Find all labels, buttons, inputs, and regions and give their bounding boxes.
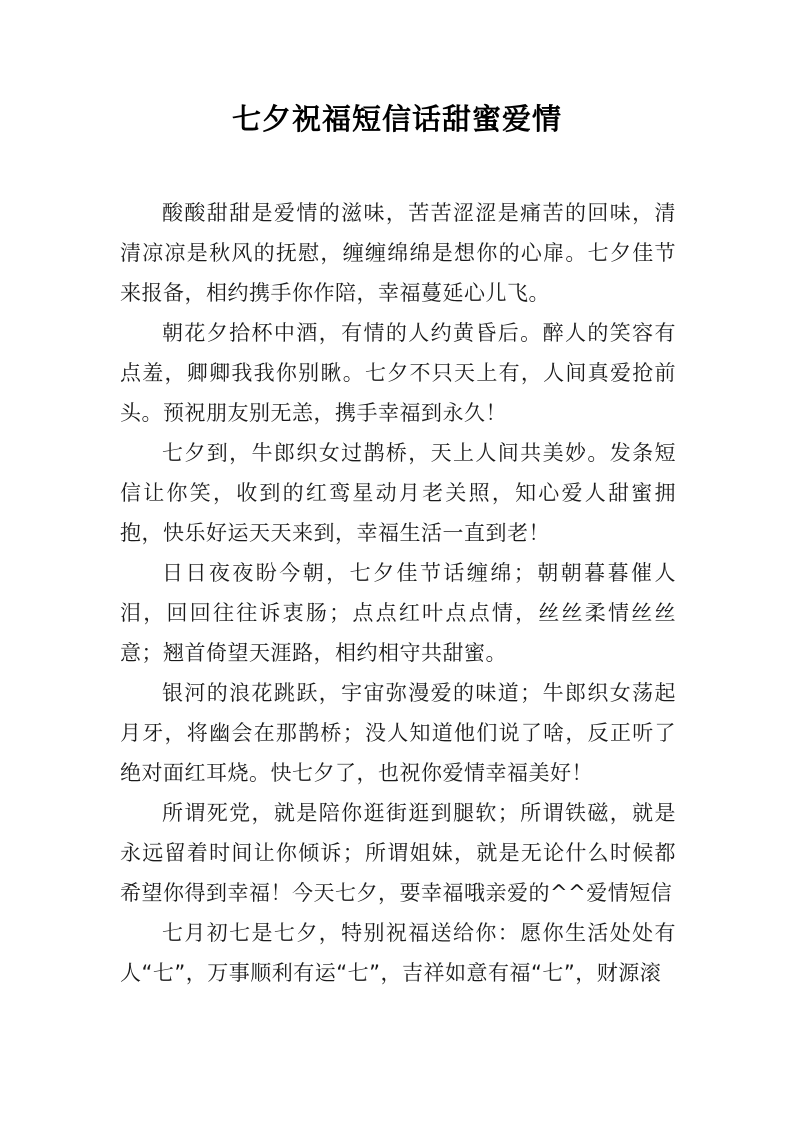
paragraph-1: 酸酸甜甜是爱情的滋味，苦苦涩涩是痛苦的回味，清清凉凉是秋风的抚慰，缠缠绵绵是想你的心扉。七夕佳节来报备，相约携手你作陪，幸福蔓延心儿飞。 (120, 201, 676, 305)
document-title: 七夕祝福短信话甜蜜爱情 (231, 102, 562, 136)
paragraph-6: 所谓死党，就是陪你逛街逛到腿软；所谓铁磁，就是永远留着时间让你倾诉；所谓姐妹，就是无论什么时候都希望你得到幸福！今天七夕，要幸福哦亲爱的^^爱情短信 (120, 801, 676, 905)
document-body (120, 193, 676, 993)
paragraph-7: 七月初七是七夕，特别祝福送给你：愿你生活处处有人“七”，万事顺利有运“七”，吉祥如意有福“七”，财源滚 (120, 921, 676, 985)
paragraph-4: 日日夜夜盼今朝，七夕佳节话缠绵；朝朝暮暮催人泪，回回往往诉衷肠；点点红叶点点情，丝丝柔情丝丝意；翘首倚望天涯路，相约相守共甜蜜。 (120, 561, 676, 665)
paragraph-2: 朝花夕拾杯中酒，有情的人约黄昏后。醉人的笑容有点羞，卿卿我我你别瞅。七夕不只天上有，人间真爱抢前头。预祝朋友别无恙，携手幸福到永久！ (120, 321, 676, 425)
paragraph-3: 七夕到，牛郎织女过鹊桥，天上人间共美妙。发条短信让你笑，收到的红鸾星动月老关照，知心爱人甜蜜拥抱，快乐好运天天来到，幸福生活一直到老！ (120, 441, 676, 545)
paragraph-5: 银河的浪花跳跃，宇宙弥漫爱的味道；牛郎织女荡起月牙，将幽会在那鹊桥；没人知道他们说了啥，反正听了绝对面红耳烧。快七夕了，也祝你爱情幸福美好！ (120, 681, 676, 785)
